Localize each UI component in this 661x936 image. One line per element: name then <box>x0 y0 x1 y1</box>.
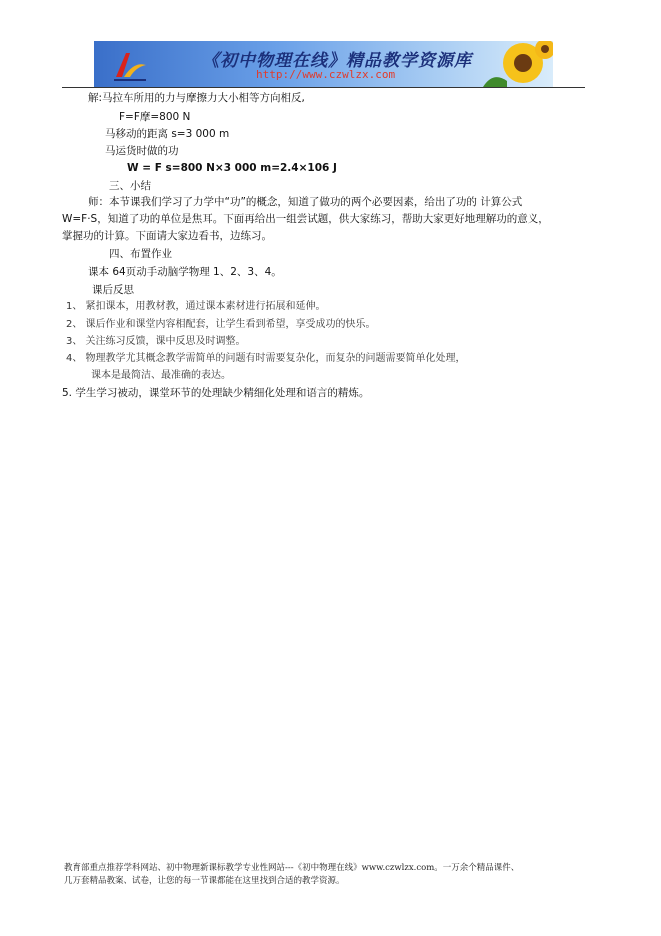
reflection-item: 4、 物理教学尤其概念教学需简单的问题有时需要复杂化，而复杂的问题需要简单化处理， <box>66 353 466 364</box>
summary-paragraph-line3: 掌握功的计算。下面请大家边看书，边练习。 <box>62 230 272 242</box>
reflection-heading: 课后反思 <box>92 284 134 296</box>
summary-heading: 三、小结 <box>109 180 151 192</box>
site-url[interactable]: http://www.czwlzx.com <box>256 68 396 81</box>
formula-force: F=F摩=800 N <box>119 111 191 123</box>
page-footer <box>64 862 604 888</box>
reflection-item: 1、 紧扣课本，用教材教，通过课本素材进行拓展和延伸。 <box>66 301 326 312</box>
reflection-continuation: 课本是最简洁、最准确的表达。 <box>91 370 231 381</box>
footer-line1: 教育部重点推荐学科网站、初中物理新课标教学专业性网站---《初中物理在线》www.czwlzx.com。一万余个精品课件、 <box>64 863 520 873</box>
header-divider <box>62 87 585 88</box>
logo-icon <box>112 47 148 83</box>
reflection-item: 2、 课后作业和课堂内容相配套，让学生看到希望，享受成功的快乐。 <box>66 319 376 330</box>
distance-line: 马移动的距离 s=3 000 m <box>105 128 230 140</box>
reflection-item-5: 5. 学生学习被动，课堂环节的处理缺少精细化处理和语言的精炼。 <box>62 387 370 399</box>
site-title: 《初中物理在线》精品教学资源库 <box>202 51 472 71</box>
work-label: 马运货时做的功 <box>105 145 179 157</box>
footer-line2: 几万套精品教案、试卷，让您的每一节课都能在这里找到合适的教学资源。 <box>64 876 345 886</box>
work-formula: W = F s=800 N×3 000 m=2.4×106 J <box>127 162 337 174</box>
header-banner <box>94 41 553 87</box>
homework-heading: 四、布置作业 <box>109 248 172 260</box>
solution-line: 解:马拉车所用的力与摩擦力大小相等方向相反, <box>88 92 305 104</box>
summary-paragraph-line2: W=F·S，知道了功的单位是焦耳。下面再给出一组尝试题，供大家练习，帮助大家更好地理解功的意义， <box>62 213 549 225</box>
summary-paragraph-line1: 师：本节课我们学习了力学中“功”的概念，知道了做功的两个必要因素，给出了功的 计算公式 <box>88 196 523 208</box>
sunflower-icon <box>483 41 553 87</box>
reflection-item: 3、 关注练习反馈，课中反思及时调整。 <box>66 336 246 347</box>
homework-text: 课本 64页动手动脑学物理 1、2、3、4。 <box>88 266 282 278</box>
